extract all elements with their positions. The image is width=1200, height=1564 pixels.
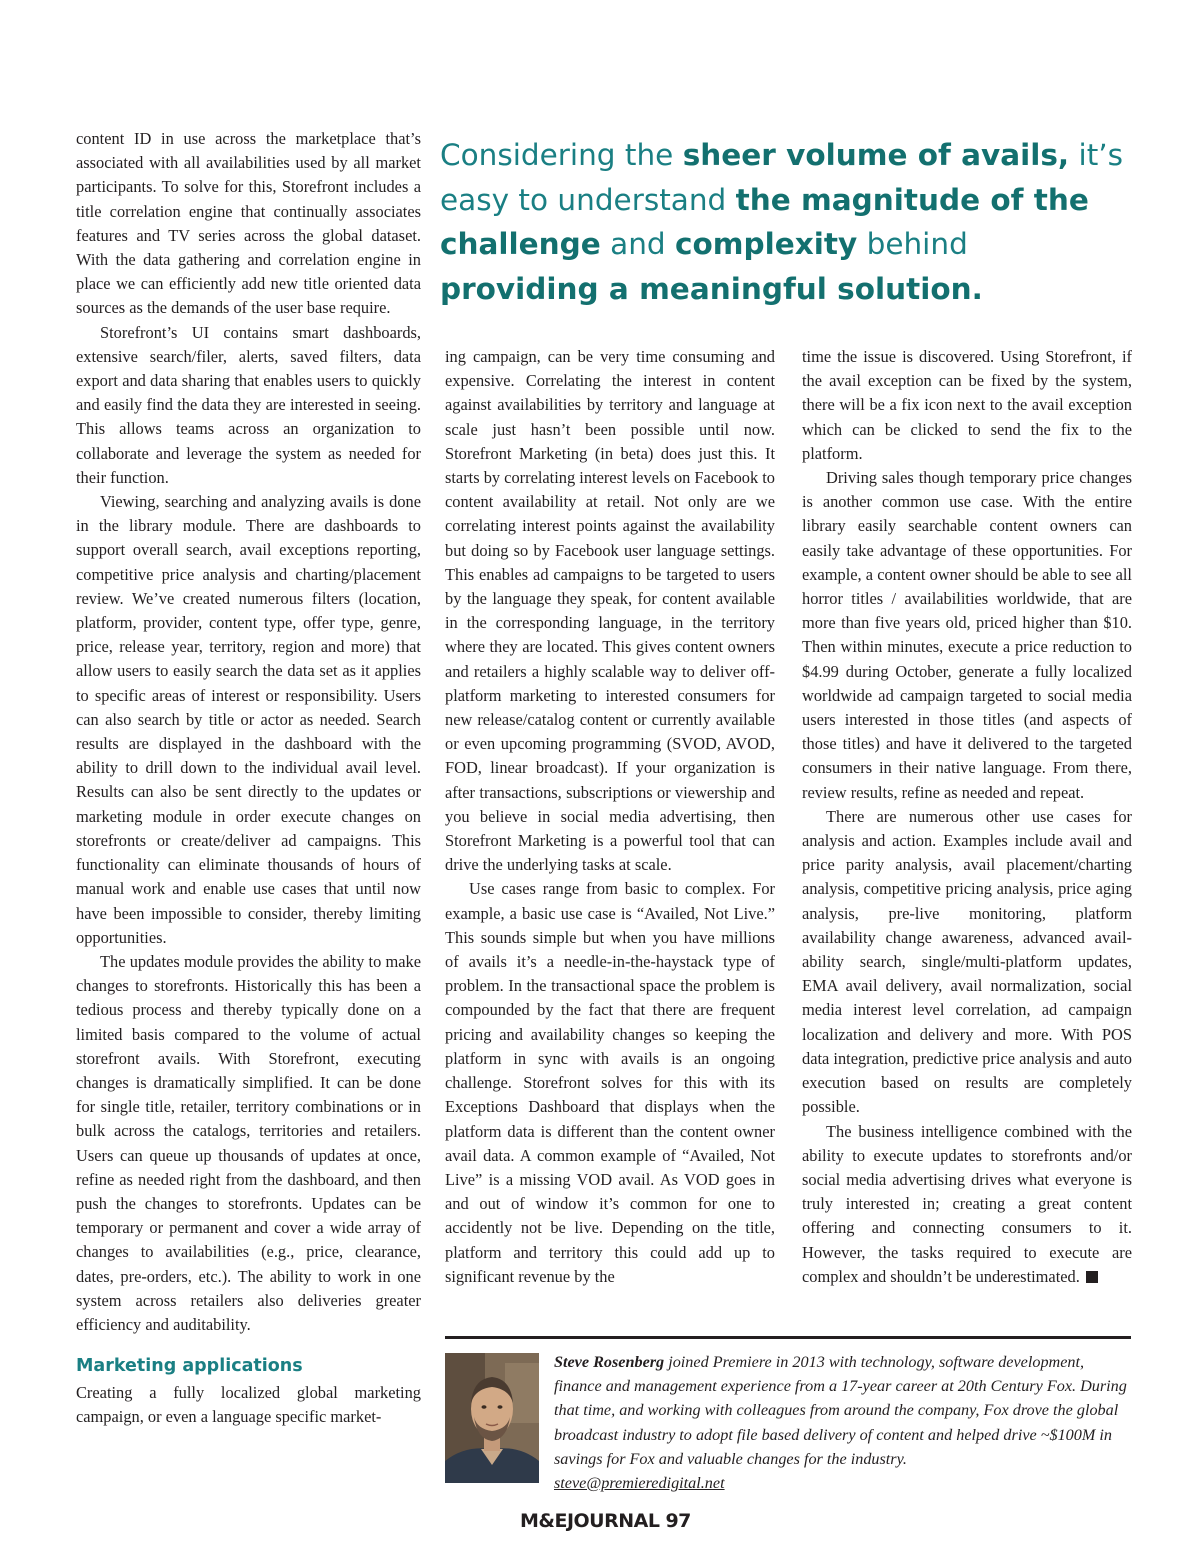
body-paragraph: The updates module provides the ability to make changes to storefronts. Historically this has been a tedious process and thereby typically done on a limited basis compared to the volume of actual storefront avails. With Storefront, executing changes is dramatically simplified. It can be done for single title, retailer, territory combinations or in bulk across the catalogs, territories and retailers. Users can queue up thousands of updates at once, refine as needed right from the dashboard, and then push the changes to storefronts. Updates can be temporary or permanent and cover a wide array of changes to availabilities (e.g., price, clearance, dates, pre-orders, etc.). The ability to work in one system across retailers also deliveries greater efficiency and auditability. [76, 951, 421, 1334]
article-column-2 [445, 345, 775, 1289]
author-bio-text: joined Premiere in 2013 with technology, software development, finance and management experience from a 17-year career at 20th Century Fox. During that time, and working with colleagues from around the company, Fox drove the global broadcast industry to adopt file based delivery of content and helped drive ~$100M in savings for Fox and valuable changes for the industry. [554, 1353, 1127, 1468]
page-footer [520, 1510, 691, 1532]
author-portrait-icon [445, 1353, 539, 1483]
body-paragraph: There are numerous other use cases for analysis and action. Examples include avail and price parity analysis, avail placement/charting analysis, competitive pricing analysis, price aging analysis, pre-live monitoring, platform availability change awareness, advanced availability search, single/multi-platform updates, EMA avail delivery, avail normalization, social media interest level correlation, ad campaign localization and delivery and more. With POS data integration, predictive price analysis and auto execution based on results are completely possible. [802, 806, 1132, 1117]
closing-text: The business intelligence combined with the ability to execute updates to storefronts and/or social media advertising drives what everyone is truly interested in; creating a great content offering and connecting consumers to it. However, the tasks required to execute are complex and shouldn’t be underestimated. [802, 1121, 1132, 1286]
author-bio [554, 1350, 1132, 1495]
body-paragraph: ing campaign, can be very time consuming and expensive. Correlating the interest in content against availabilities by territory and language at scale just hasn’t been possible until now. Storefront Marketing (in beta) does just this. It starts by correlating interest levels on Facebook to content availability at retail. Not only are we correlating interest points against the availability but doing so by Facebook user language settings. This enables ad campaigns to be targeted to users by the language they speak, for content available in the corresponding language, in the territory where they are located. This gives content owners and retailers a highly scalable way to deliver off-platform marketing to interested consumers for new release/catalog content or currently available or even upcoming programming (SVOD, AVOD, FOD, linear broadcast). If your organization is after transactions, subscriptions or viewership and you believe in social media advertising, then Storefront Marketing is a powerful tool that can drive the underlying tasks at scale. [445, 347, 775, 875]
article-column-1 [76, 127, 421, 1430]
body-paragraph: Storefront’s UI contains smart dashboards, extensive search/filer, alerts, saved filters, data export and data sharing that enables users to quickly and easily find the data they are interested in seeing. This allows teams across an organization to collaborate and leverage the system as needed for their function. [76, 322, 421, 487]
article-column-3 [802, 345, 1132, 1289]
body-paragraph [802, 1120, 1132, 1289]
section-heading: Marketing applications [76, 1356, 303, 1377]
end-mark-icon [1086, 1271, 1098, 1283]
body-paragraph: Driving sales though temporary price changes is another common use case. With the entire library easily searchable content owners can easily take advantage of these opportunities. For example, a content owner should be able to see all horror titles / availabilities worldwide, that are more than five years old, priced higher than $10. Then within minutes, execute a price reduction to $4.99 during October, generate a fully localized worldwide ad campaign targeted to social media users interested in those titles (and aspects of those titles) and have it delivered to the targeted consumers in their native language. From there, review results, refine as needed and repeat. [802, 468, 1132, 802]
body-paragraph: Use cases range from basic to complex. For example, a basic use case is “Availed, Not Live.” This sounds simple but when you have millions of avails it’s a needle-in-the-haystack type of problem. In the transactional space the problem is compounded by the fact that there are frequent pricing and availability changes so keeping the platform in sync with avails is an ongoing challenge. Storefront solves for this with its Exceptions Dashboard that displays when the platform data is different than the content owner avail data. A common example of “Availed, Not Live” is a missing VOD avail. As VOD goes in and out of window it’s common for one to accidently not be live. Depending on the title, platform and territory this could add up to significant revenue by the [445, 879, 775, 1286]
page-number: 97 [665, 1510, 691, 1532]
pull-quote: Considering the sheer volume of avails, it’s easy to understand the magnitude of the challenge and complexity behind providing a meaningful solution. [440, 138, 1124, 306]
body-paragraph: content ID in use across the marketplace that’s associated with all availabilities used by all market participants. To solve for this, Storefront includes a title correlation engine that continually associates features and TV series across the global dataset. With the data gathering and correlation engine in place we can efficiently add new title oriented data sources as the demands of the user base require. [76, 129, 421, 318]
journal-name: M&EJOURNAL [520, 1510, 660, 1532]
body-paragraph: Creating a fully localized global marketing campaign, or even a language specific market- [76, 1383, 421, 1427]
author-email-link[interactable]: steve@premieredigital.net [554, 1474, 725, 1493]
body-paragraph: Viewing, searching and analyzing avails is done in the library module. There are dashboards to support overall search, avail exceptions reporting, competitive price analysis and charting/placement review. We’ve created numerous filters (location, platform, provider, content type, offer type, genre, price, release year, territory, region and more) that allow users to easily search the data set as it applies to specific areas of interest or responsibility. Users can also search by title or actor as needed. Search results are displayed in the dashboard with the ability to drill down to the individual avail level. Results can also be sent directly to the updates or marketing module in order execute changes on storefronts or create/deliver ad campaigns. This functionality can eliminate thousands of hours of manual work and enable use cases that until now have been impossible to consider, thereby limiting opportunities. [76, 492, 421, 947]
body-paragraph: time the issue is discovered. Using Storefront, if the avail exception can be fixed by the system, there will be a fix icon next to the avail exception which can be clicked to send the fix to the platform. [802, 347, 1132, 463]
author-name: Steve Rosenberg [554, 1353, 665, 1371]
author-photo [445, 1353, 539, 1483]
bio-divider [445, 1336, 1131, 1339]
